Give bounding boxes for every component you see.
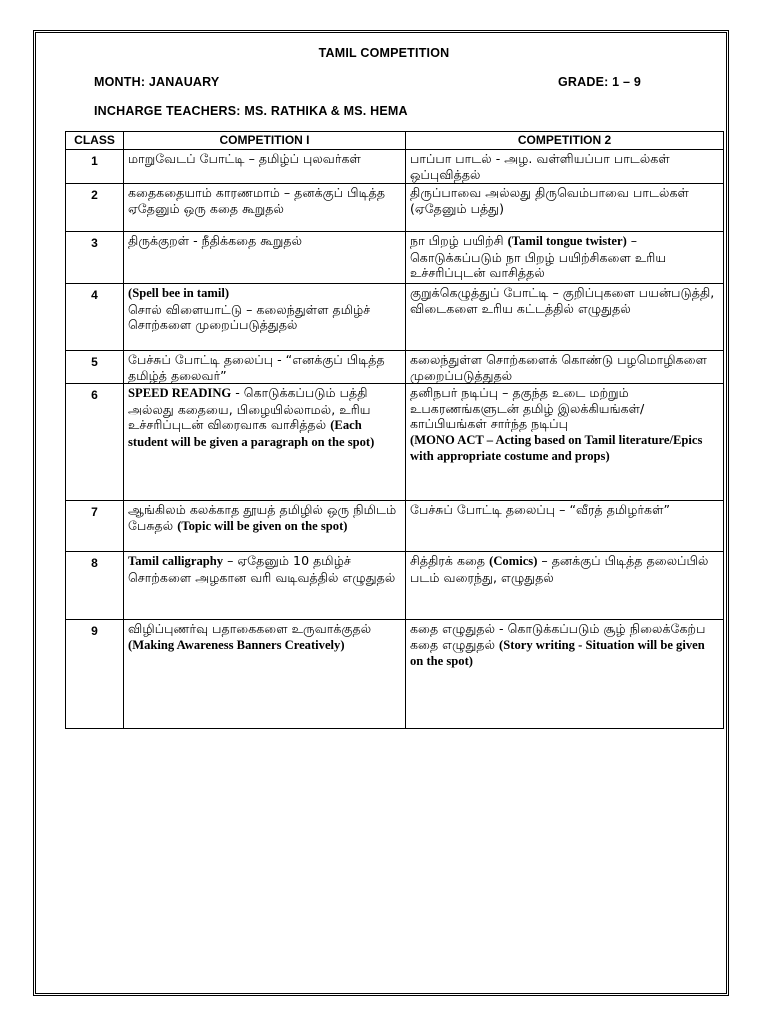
- english-text: (MONO ACT – Acting based on Tamil literature/Epics: [410, 432, 703, 447]
- tamil-text: சொல் விளையாட்டு – கலைந்துள்ள தமிழ்ச் சொற்களை முறைப்படுத்துதல்: [128, 301, 371, 332]
- tamil-text: நா பிறழ் பயிற்சி: [410, 233, 508, 248]
- competition-1-cell: [124, 620, 406, 729]
- english-text: (Comics): [489, 554, 538, 568]
- tamil-text: குறுக்கெழுத்துப் போட்டி – குறிப்புகளை பயன்படுத்தி, விடைகளை உரிய கட்டத்தில் எழுதுதல்: [410, 285, 715, 316]
- competition-2-cell: [406, 552, 724, 620]
- table-header-row: [66, 132, 724, 150]
- class-number: 3: [66, 232, 124, 284]
- class-number: 5: [66, 351, 124, 384]
- table-row: [66, 184, 724, 232]
- table-row: [66, 284, 724, 351]
- competition-1-cell: [124, 384, 406, 501]
- english-text: (Spell bee in tamil): [128, 286, 230, 300]
- table-row: [66, 384, 724, 501]
- tamil-text: கதைகதையாம் காரணமாம் – தனக்குப் பிடித்த ஏதேனும் ஒரு கதை கூறுதல்: [128, 185, 386, 216]
- english-text: Tamil calligraphy: [128, 554, 224, 568]
- competition-1-cell: [124, 184, 406, 232]
- tamil-text: ஆங்கிலம் கலக்காத தூயத் தமிழில் ஒரு நிமிடம் பேசுதல்: [128, 502, 397, 533]
- english-text: SPEED READING: [128, 386, 232, 400]
- incharge-teachers: INCHARGE TEACHERS: MS. RATHIKA & MS. HEMA: [94, 104, 408, 118]
- tamil-text: திருப்பாவை அல்லது திருவெம்பாவை பாடல்கள் (ஏதேனும் பத்து): [410, 185, 689, 216]
- tamil-text: – தனக்குப் பிடித்த தலைப்பில் படம் வரைந்து, எழுதுதல்: [410, 553, 709, 585]
- tamil-text: திருக்குறள் - நீதிக்கதை கூறுதல்: [128, 233, 303, 248]
- tamil-text: பேச்சுப் போட்டி தலைப்பு – “வீரத் தமிழர்கள்”: [410, 502, 670, 517]
- tamil-text: விழிப்புணர்வு பதாகைகளை உருவாக்குதல்: [128, 621, 372, 636]
- table-row: [66, 351, 724, 384]
- english-text: with appropriate costume and props): [410, 449, 610, 463]
- grade-label: GRADE: 1 – 9: [558, 75, 641, 89]
- english-text: (Topic will be given on the spot): [177, 518, 348, 533]
- class-number: 9: [66, 620, 124, 729]
- document-title: TAMIL COMPETITION: [318, 46, 450, 60]
- english-text: (Tamil tongue twister): [507, 234, 627, 248]
- column-header-competition-2: COMPETITION 2: [406, 132, 724, 150]
- table-row: [66, 150, 724, 184]
- class-number: 2: [66, 184, 124, 232]
- class-number: 8: [66, 552, 124, 620]
- tamil-text: தனிநபர் நடிப்பு – தகுந்த உடை மற்றும் உபகரணங்களுடன் தமிழ் இலக்கியங்கள்/ காப்பியங்கள் சார்ந்த நடிப்பு: [410, 385, 645, 431]
- competition-2-cell: [406, 284, 724, 351]
- column-header-competition-1: COMPETITION I: [124, 132, 406, 150]
- competition-2-cell: [406, 384, 724, 501]
- table-body: [66, 150, 724, 729]
- english-text: (Making Awareness Banners Creatively): [128, 637, 345, 652]
- class-number: 7: [66, 501, 124, 552]
- competition-1-cell: [124, 150, 406, 184]
- tamil-text: – ஏதேனும் 10 தமிழ்ச் சொற்களை அழகான வரி வடிவத்தில் எழுதுதல்: [128, 553, 396, 585]
- competition-1-cell: [124, 232, 406, 284]
- competition-1-cell: [124, 284, 406, 351]
- table-row: [66, 232, 724, 284]
- tamil-text: மாறுவேடப் போட்டி – தமிழ்ப் புலவர்கள்: [128, 151, 361, 166]
- competition-2-cell: [406, 184, 724, 232]
- competition-2-cell: [406, 351, 724, 384]
- class-number: 4: [66, 284, 124, 351]
- competition-1-cell: [124, 552, 406, 620]
- tamil-text: – கொடுக்கப்படும் நா பிறழ் பயிற்சிகளை உரிய உச்சரிப்புடன் வாசித்தல்: [410, 233, 667, 280]
- english-text: (Story writing - Situation will be given on the spot): [410, 637, 705, 668]
- competition-2-cell: [406, 232, 724, 284]
- table-row: [66, 501, 724, 552]
- tamil-text: - கொடுக்கப்படும் பத்தி அல்லது கதையை, பிழையில்லாமல், உரிய உச்சரிப்புடன் விரைவாக வாசித்தல்: [128, 385, 371, 432]
- competition-1-cell: [124, 501, 406, 552]
- tamil-text: கதை எழுதுதல் - கொடுக்கப்படும் சூழ் நிலைக்கேற்ப கதை எழுதுதல்: [410, 621, 706, 652]
- table-row: [66, 552, 724, 620]
- tamil-text: சித்திரக் கதை: [410, 553, 490, 568]
- competition-2-cell: [406, 620, 724, 729]
- english-text: (Each student will be given a paragraph on the spot): [128, 418, 375, 449]
- tamil-text: பேச்சுப் போட்டி தலைப்பு - “எனக்குப் பிடித்த தமிழ்த் தலைவர்”: [128, 352, 385, 383]
- class-number: 6: [66, 384, 124, 501]
- competition-table: [65, 131, 724, 729]
- competition-2-cell: [406, 150, 724, 184]
- competition-1-cell: [124, 351, 406, 384]
- competition-2-cell: [406, 501, 724, 552]
- month-label: MONTH: JANAUARY: [94, 75, 220, 89]
- class-number: 1: [66, 150, 124, 184]
- column-header-class: CLASS: [66, 132, 124, 150]
- tamil-text: பாப்பா பாடல் - அழ. வள்ளியப்பா பாடல்கள் ஒப்புவித்தல்: [410, 151, 670, 182]
- tamil-text: கலைந்துள்ள சொற்களைக் கொண்டு பழமொழிகளை முறைப்படுத்துதல்: [410, 352, 707, 383]
- table-row: [66, 620, 724, 729]
